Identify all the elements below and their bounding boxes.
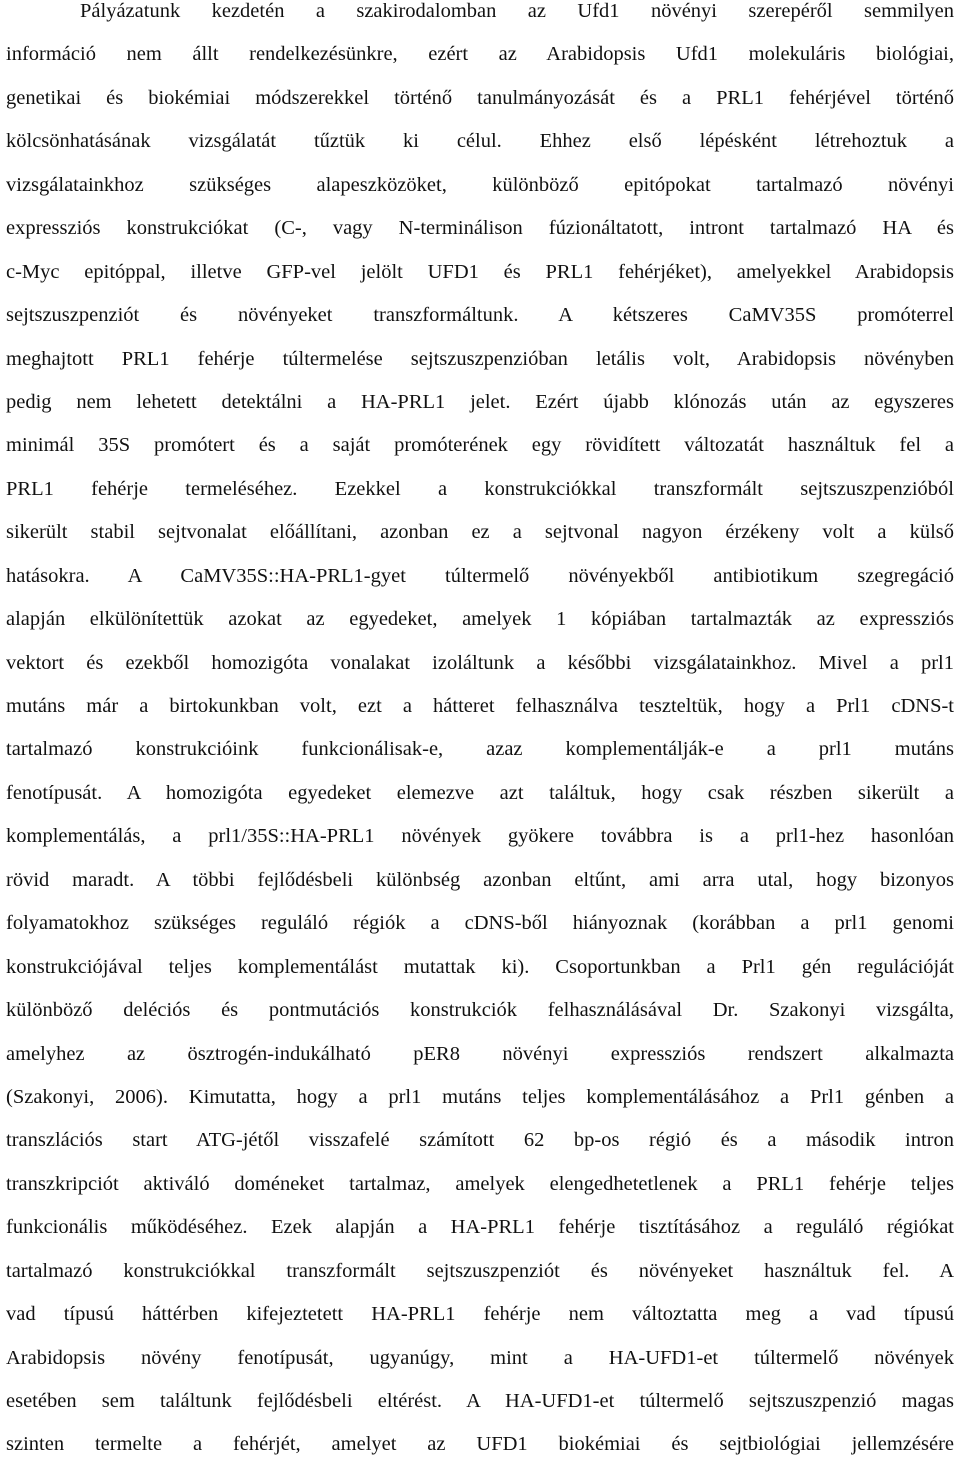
- text-line: minimál 35S promótert és a saját promóterének egy rövidített változatát használtuk fel a: [6, 434, 954, 457]
- text-line: információ nem állt rendelkezésünkre, ezért az Arabidopsis Ufd1 molekuláris biológiai,: [6, 43, 954, 66]
- text-line: transzkripciót aktiváló doméneket tartalmaz, amelyek elengedhetetlenek a PRL1 fehérje teljes: [6, 1172, 954, 1195]
- text-line: sikerült stabil sejtvonalat előállítani, azonban ez a sejtvonal nagyon érzékeny volt a külső: [6, 521, 954, 544]
- text-line: vektort és ezekből homozigóta vonalakat izoláltunk a későbbi vizsgálatainkhoz. Mivel a prl1: [6, 651, 954, 674]
- text-line: expressziós konstrukciókat (C-, vagy N-terminálison fúzionáltatott, intront tartalmazó HA és: [6, 217, 954, 240]
- text-line: transzlációs start ATG-jétől visszafelé számított 62 bp-os régió és a második intron: [6, 1129, 954, 1152]
- text-line: PRL1 fehérje termeléséhez. Ezekkel a konstrukciókkal transzformált sejtszuszpenzióból: [6, 477, 954, 500]
- text-line: különböző deléciós és pontmutációs konstrukciók felhasználásával Dr. Szakonyi vizsgálta,: [6, 999, 954, 1022]
- text-line: szinten termelte a fehérjét, amelyet az UFD1 biokémiai és sejtbiológiai jellemzésére: [6, 1433, 954, 1456]
- text-line: genetikai és biokémiai módszerekkel történő tanulmányozását és a PRL1 fehérjével történő: [6, 86, 954, 109]
- text-line: vizsgálatainkhoz szükséges alapeszközöket, különböző epitópokat tartalmazó növényi: [6, 173, 954, 196]
- text-line: funkcionális működéséhez. Ezek alapján a HA-PRL1 fehérje tisztításához a reguláló régiókat: [6, 1216, 954, 1239]
- text-line: folyamatokhoz szükséges reguláló régiók a cDNS-ből hiányoznak (korábban a prl1 genomi: [6, 912, 954, 935]
- text-line: hatásokra. A CaMV35S::HA-PRL1-gyet túltermelő növényekből antibiotikum szegregáció: [6, 564, 954, 587]
- text-line: tartalmazó konstrukciókkal transzformált sejtszuszpenziót és növényeket használtuk fel. A: [6, 1259, 954, 1282]
- text-line: komplementálás, a prl1/35S::HA-PRL1 növények gyökere továbbra is a prl1-hez hasonlóan: [6, 825, 954, 848]
- text-line: konstrukciójával teljes komplementálást mutattak ki). Csoportunkban a Prl1 gén regulációját: [6, 955, 954, 978]
- text-line: vad típusú háttérben kifejeztetett HA-PRL1 fehérje nem változtatta meg a vad típusú: [6, 1303, 954, 1326]
- text-line: alapján elkülönítettük azokat az egyedeket, amelyek 1 kópiában tartalmazták az expressziós: [6, 608, 954, 631]
- text-line: rövid maradt. A többi fejlődésbeli különbség azonban eltűnt, ami arra utal, hogy bizonyos: [6, 868, 954, 891]
- text-line: sejtszuszpenziót és növényeket transzformáltunk. A kétszeres CaMV35S promóterrel: [6, 304, 954, 327]
- document-page: [6, 0, 954, 1477]
- text-line: fenotípusát. A homozigóta egyedeket elemezve azt találtuk, hogy csak részben sikerült a: [6, 781, 954, 804]
- text-line: tartalmazó konstrukcióink funkcionálisak-e, azaz komplementálják-e a prl1 mutáns: [6, 738, 954, 761]
- text-line: Pályázatunk kezdetén a szakirodalomban az Ufd1 növényi szerepéről semmilyen: [80, 0, 954, 22]
- text-line: pedig nem lehetett detektálni a HA-PRL1 jelet. Ezért újabb klónozás után az egyszeres: [6, 390, 954, 413]
- text-line: c-Myc epitóppal, illetve GFP-vel jelölt UFD1 és PRL1 fehérjéket), amelyekkel Arabidopsis: [6, 260, 954, 283]
- text-line: esetében sem találtunk fejlődésbeli eltérést. A HA-UFD1-et túltermelő sejtszuszpenzió magas: [6, 1390, 954, 1412]
- text-line: meghajtott PRL1 fehérje túltermelése sejtszuszpenzióban letális volt, Arabidopsis növényben: [6, 347, 954, 370]
- text-line: (Szakonyi, 2006). Kimutatta, hogy a prl1 mutáns teljes komplementálásához a Prl1 génben a: [6, 1085, 954, 1108]
- text-line: amelyhez az ösztrogén-indukálható pER8 növényi expressziós rendszert alkalmazta: [6, 1042, 954, 1065]
- body-paragraph: [6, 0, 954, 1477]
- text-line: mutáns már a birtokunkban volt, ezt a hátteret felhasználva teszteltük, hogy a Prl1 cDNS-t: [6, 695, 954, 717]
- text-line: kölcsönhatásának vizsgálatát tűztük ki célul. Ehhez első lépésként létrehoztuk a: [6, 130, 954, 153]
- text-line: Arabidopsis növény fenotípusát, ugyanúgy, mint a HA-UFD1-et túltermelő növények: [6, 1346, 954, 1369]
